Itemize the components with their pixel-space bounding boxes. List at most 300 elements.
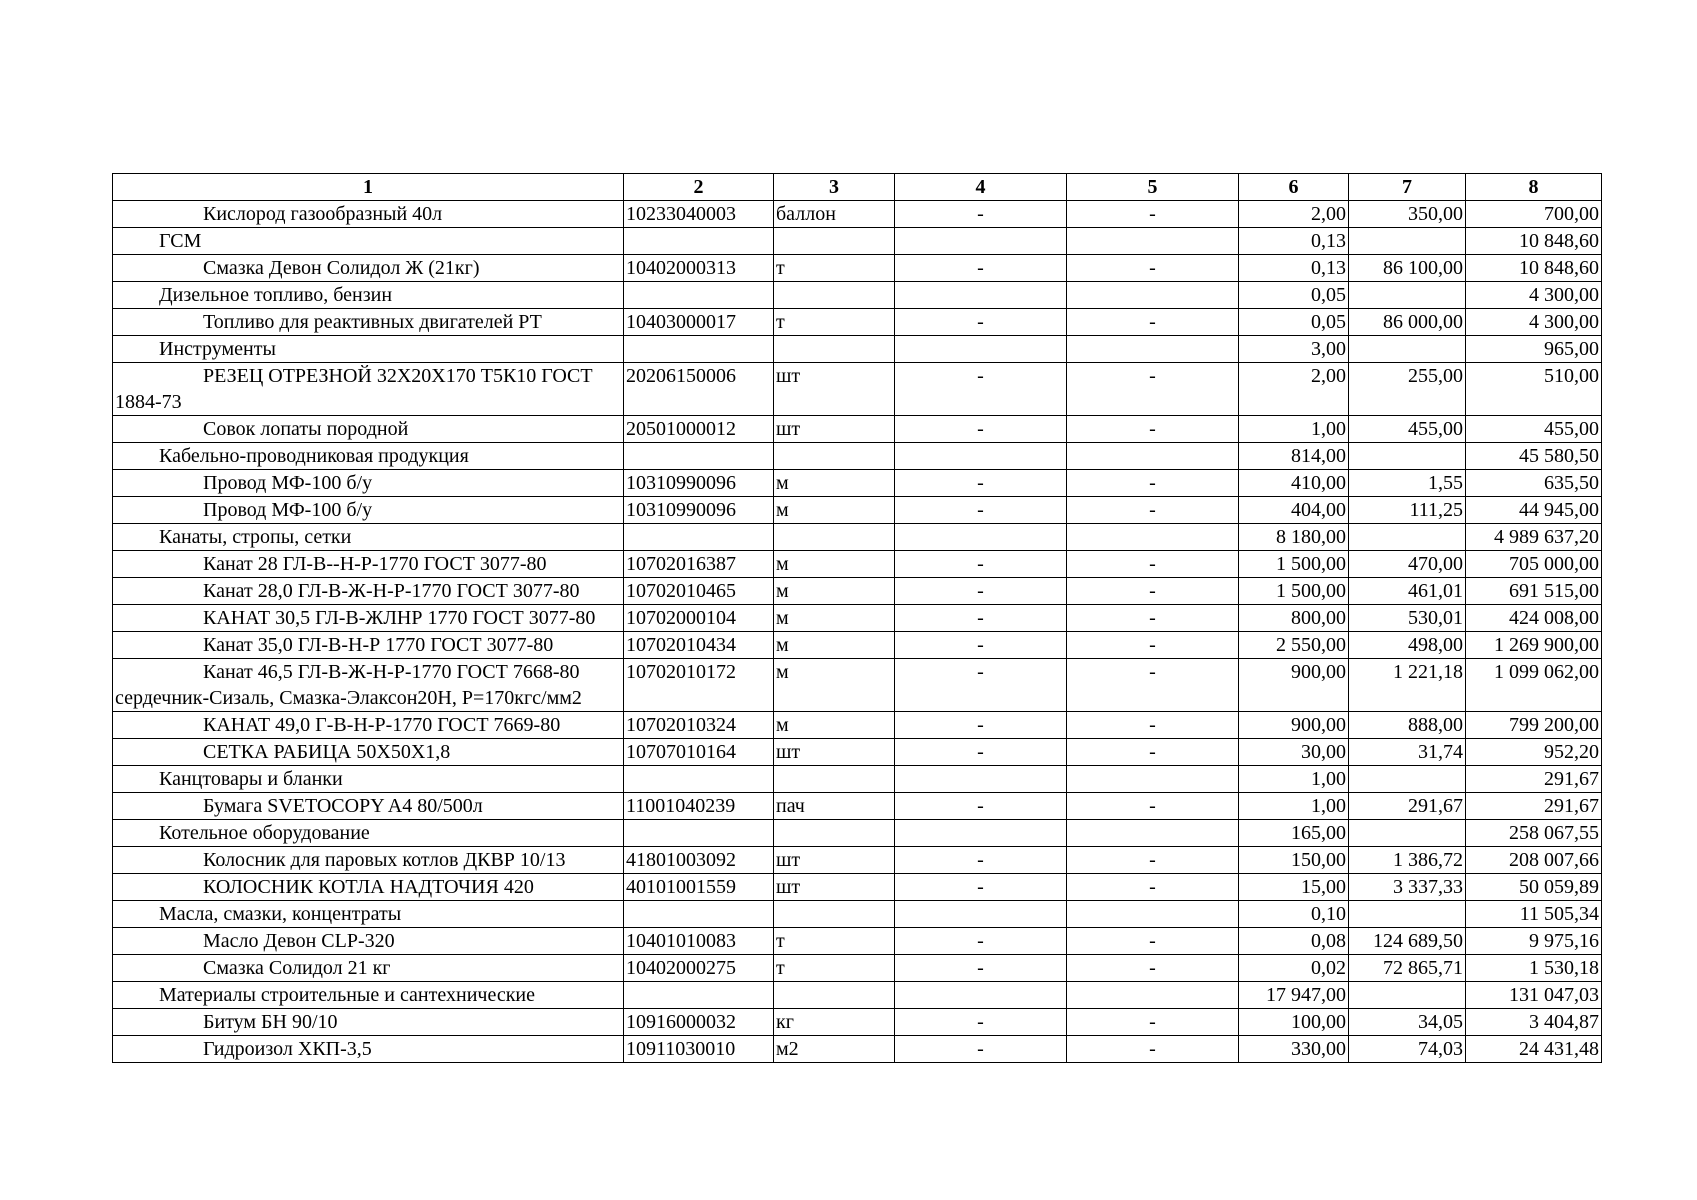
- unit-cell: м: [774, 712, 895, 739]
- price-cell: [1349, 228, 1466, 255]
- col4-cell: [895, 524, 1067, 551]
- qty-cell: 1,00: [1239, 793, 1349, 820]
- item-name: Кислород газообразный 40л: [203, 203, 443, 225]
- table-row: [113, 739, 1602, 766]
- col4-cell: [895, 901, 1067, 928]
- sum-cell: 3 404,87: [1466, 1009, 1602, 1036]
- col5-cell: -: [1067, 416, 1239, 443]
- code-cell: [624, 336, 774, 363]
- qty-cell: 900,00: [1239, 659, 1349, 712]
- item-name: КАНАТ 30,5 ГЛ-В-ЖЛНР 1770 ГОСТ 3077-80: [203, 607, 596, 629]
- col5-cell: -: [1067, 928, 1239, 955]
- table-row: [113, 309, 1602, 336]
- col4-cell: -: [895, 497, 1067, 524]
- price-cell: 74,03: [1349, 1036, 1466, 1063]
- qty-cell: 17 947,00: [1239, 982, 1349, 1009]
- item-name-cell: [113, 228, 624, 255]
- table-row: [113, 578, 1602, 605]
- col5-cell: -: [1067, 793, 1239, 820]
- item-name-cell: [113, 847, 624, 874]
- item-name-cell: [113, 551, 624, 578]
- item-name-cell: [113, 497, 624, 524]
- col4-cell: -: [895, 659, 1067, 712]
- price-cell: 498,00: [1349, 632, 1466, 659]
- sum-cell: 965,00: [1466, 336, 1602, 363]
- col4-cell: -: [895, 793, 1067, 820]
- unit-cell: [774, 443, 895, 470]
- col5-cell: [1067, 901, 1239, 928]
- col5-cell: -: [1067, 255, 1239, 282]
- col4-cell: -: [895, 1009, 1067, 1036]
- table-row: [113, 847, 1602, 874]
- unit-cell: [774, 982, 895, 1009]
- col4-cell: -: [895, 255, 1067, 282]
- price-cell: 72 865,71: [1349, 955, 1466, 982]
- price-cell: [1349, 982, 1466, 1009]
- sum-cell: 635,50: [1466, 470, 1602, 497]
- code-cell: 20206150006: [624, 363, 774, 416]
- price-cell: 470,00: [1349, 551, 1466, 578]
- code-cell: 10702000104: [624, 605, 774, 632]
- code-cell: [624, 443, 774, 470]
- qty-cell: 1,00: [1239, 766, 1349, 793]
- sum-cell: 291,67: [1466, 793, 1602, 820]
- sum-cell: 705 000,00: [1466, 551, 1602, 578]
- item-name: Провод МФ-100 б/у: [203, 499, 373, 521]
- col4-cell: -: [895, 955, 1067, 982]
- price-cell: 461,01: [1349, 578, 1466, 605]
- price-cell: 86 100,00: [1349, 255, 1466, 282]
- table-row: [113, 793, 1602, 820]
- code-cell: [624, 820, 774, 847]
- item-name: Колосник для паровых котлов ДКВР 10/13: [203, 849, 566, 871]
- unit-cell: шт: [774, 416, 895, 443]
- unit-cell: пач: [774, 793, 895, 820]
- item-name-cell: [113, 874, 624, 901]
- qty-cell: 330,00: [1239, 1036, 1349, 1063]
- table-row: [113, 1036, 1602, 1063]
- code-cell: 10702010172: [624, 659, 774, 712]
- col4-cell: -: [895, 928, 1067, 955]
- table-row: [113, 928, 1602, 955]
- table-row: [113, 497, 1602, 524]
- col4-cell: [895, 228, 1067, 255]
- qty-cell: 0,13: [1239, 228, 1349, 255]
- qty-cell: 0,08: [1239, 928, 1349, 955]
- item-name-cell: [113, 659, 624, 712]
- price-cell: 31,74: [1349, 739, 1466, 766]
- qty-cell: 2,00: [1239, 201, 1349, 228]
- col5-cell: [1067, 820, 1239, 847]
- col5-cell: -: [1067, 847, 1239, 874]
- code-cell: 10310990096: [624, 497, 774, 524]
- table-row: [113, 201, 1602, 228]
- materials-table: [112, 173, 1602, 1063]
- unit-cell: [774, 901, 895, 928]
- sum-cell: 50 059,89: [1466, 874, 1602, 901]
- col5-cell: -: [1067, 739, 1239, 766]
- group-name: Масла, смазки, концентраты: [159, 903, 402, 925]
- unit-cell: м: [774, 470, 895, 497]
- col4-cell: -: [895, 1036, 1067, 1063]
- price-cell: [1349, 901, 1466, 928]
- sum-cell: 700,00: [1466, 201, 1602, 228]
- item-name-cell: [113, 982, 624, 1009]
- code-cell: 20501000012: [624, 416, 774, 443]
- price-cell: 530,01: [1349, 605, 1466, 632]
- col4-cell: [895, 336, 1067, 363]
- item-name: Провод МФ-100 б/у: [203, 472, 373, 494]
- unit-cell: т: [774, 255, 895, 282]
- unit-cell: м: [774, 551, 895, 578]
- unit-cell: м: [774, 578, 895, 605]
- unit-cell: [774, 524, 895, 551]
- sum-cell: 4 989 637,20: [1466, 524, 1602, 551]
- item-name-cell: [113, 632, 624, 659]
- col5-cell: [1067, 228, 1239, 255]
- item-name: Смазка Солидол 21 кг: [203, 957, 391, 979]
- col4-cell: -: [895, 578, 1067, 605]
- unit-cell: [774, 282, 895, 309]
- code-cell: 10402000275: [624, 955, 774, 982]
- header-row: [113, 174, 1602, 201]
- item-name: Гидроизол ХКП-3,5: [203, 1038, 372, 1060]
- item-name: Канат 35,0 ГЛ-В-Н-Р 1770 ГОСТ 3077-80: [203, 634, 554, 656]
- qty-cell: 404,00: [1239, 497, 1349, 524]
- col5-cell: -: [1067, 470, 1239, 497]
- col4-cell: -: [895, 470, 1067, 497]
- item-name-cell: [113, 336, 624, 363]
- col5-cell: [1067, 982, 1239, 1009]
- item-name-cell: [113, 470, 624, 497]
- item-name: Канат 46,5 ГЛ-В-Ж-Н-Р-1770 ГОСТ 7668-80 сердечник-Сизаль, Смазка-Элаксон20Н, Р=170кгс/мм2: [115, 661, 582, 709]
- qty-cell: 814,00: [1239, 443, 1349, 470]
- group-row: [113, 443, 1602, 470]
- code-cell: 10402000313: [624, 255, 774, 282]
- col-header-1: 1: [113, 174, 624, 201]
- qty-cell: 100,00: [1239, 1009, 1349, 1036]
- item-name-cell: [113, 766, 624, 793]
- price-cell: 455,00: [1349, 416, 1466, 443]
- group-row: [113, 524, 1602, 551]
- col5-cell: -: [1067, 605, 1239, 632]
- col5-cell: -: [1067, 551, 1239, 578]
- qty-cell: 1,00: [1239, 416, 1349, 443]
- col4-cell: -: [895, 416, 1067, 443]
- qty-cell: 0,02: [1239, 955, 1349, 982]
- table-row: [113, 551, 1602, 578]
- sum-cell: 11 505,34: [1466, 901, 1602, 928]
- qty-cell: 800,00: [1239, 605, 1349, 632]
- code-cell: 10702010465: [624, 578, 774, 605]
- table-row: [113, 955, 1602, 982]
- item-name-cell: [113, 928, 624, 955]
- code-cell: [624, 282, 774, 309]
- item-name: Канат 28 ГЛ-В--Н-Р-1770 ГОСТ 3077-80: [203, 553, 547, 575]
- code-cell: 10911030010: [624, 1036, 774, 1063]
- table-row: [113, 255, 1602, 282]
- price-cell: [1349, 282, 1466, 309]
- group-row: [113, 766, 1602, 793]
- sum-cell: 1 269 900,00: [1466, 632, 1602, 659]
- code-cell: 40101001559: [624, 874, 774, 901]
- unit-cell: м: [774, 632, 895, 659]
- item-name-cell: [113, 955, 624, 982]
- qty-cell: 900,00: [1239, 712, 1349, 739]
- qty-cell: 30,00: [1239, 739, 1349, 766]
- col5-cell: [1067, 766, 1239, 793]
- col5-cell: -: [1067, 632, 1239, 659]
- code-cell: 10702010324: [624, 712, 774, 739]
- qty-cell: 15,00: [1239, 874, 1349, 901]
- col5-cell: -: [1067, 309, 1239, 336]
- group-name: Котельное оборудование: [159, 822, 370, 844]
- sum-cell: 4 300,00: [1466, 282, 1602, 309]
- col4-cell: -: [895, 363, 1067, 416]
- table-row: [113, 416, 1602, 443]
- item-name: Смазка Девон Солидол Ж (21кг): [203, 257, 480, 279]
- qty-cell: 0,10: [1239, 901, 1349, 928]
- group-row: [113, 336, 1602, 363]
- table-row: [113, 1009, 1602, 1036]
- item-name-cell: [113, 820, 624, 847]
- unit-cell: баллон: [774, 201, 895, 228]
- col5-cell: -: [1067, 955, 1239, 982]
- item-name-cell: [113, 739, 624, 766]
- col4-cell: -: [895, 847, 1067, 874]
- item-name-cell: [113, 712, 624, 739]
- item-name-cell: [113, 443, 624, 470]
- sum-cell: 45 580,50: [1466, 443, 1602, 470]
- code-cell: 10707010164: [624, 739, 774, 766]
- item-name: Канат 28,0 ГЛ-В-Ж-Н-Р-1770 ГОСТ 3077-80: [203, 580, 580, 602]
- qty-cell: 0,05: [1239, 282, 1349, 309]
- group-row: [113, 982, 1602, 1009]
- qty-cell: 0,13: [1239, 255, 1349, 282]
- unit-cell: т: [774, 309, 895, 336]
- qty-cell: 8 180,00: [1239, 524, 1349, 551]
- price-cell: 1 221,18: [1349, 659, 1466, 712]
- qty-cell: 0,05: [1239, 309, 1349, 336]
- col5-cell: -: [1067, 578, 1239, 605]
- group-row: [113, 901, 1602, 928]
- col5-cell: -: [1067, 659, 1239, 712]
- table-row: [113, 632, 1602, 659]
- item-name: СЕТКА РАБИЦА 50Х50Х1,8: [203, 741, 451, 763]
- item-name-cell: [113, 901, 624, 928]
- price-cell: [1349, 820, 1466, 847]
- item-name-cell: [113, 309, 624, 336]
- unit-cell: [774, 228, 895, 255]
- code-cell: [624, 901, 774, 928]
- unit-cell: кг: [774, 1009, 895, 1036]
- sum-cell: 424 008,00: [1466, 605, 1602, 632]
- table-row: [113, 605, 1602, 632]
- sum-cell: 44 945,00: [1466, 497, 1602, 524]
- table-row: [113, 659, 1602, 712]
- item-name-cell: [113, 416, 624, 443]
- price-cell: 34,05: [1349, 1009, 1466, 1036]
- price-cell: [1349, 766, 1466, 793]
- col4-cell: [895, 766, 1067, 793]
- code-cell: [624, 982, 774, 1009]
- qty-cell: 2,00: [1239, 363, 1349, 416]
- code-cell: [624, 524, 774, 551]
- col4-cell: -: [895, 551, 1067, 578]
- table-row: [113, 874, 1602, 901]
- col5-cell: -: [1067, 1036, 1239, 1063]
- code-cell: [624, 766, 774, 793]
- col-header-7: 7: [1349, 174, 1466, 201]
- item-name: Совок лопаты породной: [203, 418, 409, 440]
- price-cell: 1 386,72: [1349, 847, 1466, 874]
- col5-cell: -: [1067, 497, 1239, 524]
- sum-cell: 1 530,18: [1466, 955, 1602, 982]
- item-name-cell: [113, 201, 624, 228]
- group-name: Материалы строительные и сантехнические: [159, 984, 536, 1006]
- item-name: Бумага SVETOCOPY A4 80/500л: [203, 795, 483, 817]
- item-name-cell: [113, 605, 624, 632]
- sum-cell: 1 099 062,00: [1466, 659, 1602, 712]
- price-cell: [1349, 336, 1466, 363]
- unit-cell: [774, 336, 895, 363]
- qty-cell: 150,00: [1239, 847, 1349, 874]
- group-row: [113, 228, 1602, 255]
- sum-cell: 952,20: [1466, 739, 1602, 766]
- col4-cell: -: [895, 632, 1067, 659]
- col-header-6: 6: [1239, 174, 1349, 201]
- col4-cell: [895, 282, 1067, 309]
- col5-cell: [1067, 336, 1239, 363]
- col4-cell: -: [895, 739, 1067, 766]
- price-cell: 124 689,50: [1349, 928, 1466, 955]
- code-cell: 41801003092: [624, 847, 774, 874]
- col4-cell: -: [895, 874, 1067, 901]
- col5-cell: -: [1067, 201, 1239, 228]
- item-name: Топливо для реактивных двигателей РТ: [203, 311, 542, 333]
- group-row: [113, 282, 1602, 309]
- price-cell: 255,00: [1349, 363, 1466, 416]
- col4-cell: [895, 820, 1067, 847]
- price-cell: 291,67: [1349, 793, 1466, 820]
- col5-cell: [1067, 282, 1239, 309]
- col4-cell: [895, 443, 1067, 470]
- qty-cell: 3,00: [1239, 336, 1349, 363]
- item-name-cell: [113, 255, 624, 282]
- code-cell: 10403000017: [624, 309, 774, 336]
- sum-cell: 10 848,60: [1466, 228, 1602, 255]
- unit-cell: т: [774, 955, 895, 982]
- price-cell: 350,00: [1349, 201, 1466, 228]
- table-row: [113, 470, 1602, 497]
- group-name: Дизельное топливо, бензин: [159, 284, 393, 306]
- item-name-cell: [113, 793, 624, 820]
- unit-cell: [774, 766, 895, 793]
- group-row: [113, 820, 1602, 847]
- qty-cell: 410,00: [1239, 470, 1349, 497]
- col5-cell: -: [1067, 1009, 1239, 1036]
- col5-cell: -: [1067, 712, 1239, 739]
- unit-cell: [774, 820, 895, 847]
- unit-cell: шт: [774, 363, 895, 416]
- price-cell: 1,55: [1349, 470, 1466, 497]
- sum-cell: 691 515,00: [1466, 578, 1602, 605]
- qty-cell: 165,00: [1239, 820, 1349, 847]
- col-header-4: 4: [895, 174, 1067, 201]
- sum-cell: 455,00: [1466, 416, 1602, 443]
- price-cell: 888,00: [1349, 712, 1466, 739]
- col-header-5: 5: [1067, 174, 1239, 201]
- col5-cell: [1067, 524, 1239, 551]
- table-body: [113, 201, 1602, 1063]
- sum-cell: 24 431,48: [1466, 1036, 1602, 1063]
- col5-cell: -: [1067, 874, 1239, 901]
- group-name: Канаты, стропы, сетки: [159, 526, 352, 548]
- group-name: Инструменты: [159, 338, 276, 360]
- price-cell: 86 000,00: [1349, 309, 1466, 336]
- col5-cell: [1067, 443, 1239, 470]
- unit-cell: шт: [774, 847, 895, 874]
- sum-cell: 10 848,60: [1466, 255, 1602, 282]
- sum-cell: 510,00: [1466, 363, 1602, 416]
- qty-cell: 2 550,00: [1239, 632, 1349, 659]
- code-cell: 11001040239: [624, 793, 774, 820]
- code-cell: 10702010434: [624, 632, 774, 659]
- qty-cell: 1 500,00: [1239, 578, 1349, 605]
- code-cell: [624, 228, 774, 255]
- item-name-cell: [113, 1009, 624, 1036]
- item-name-cell: [113, 524, 624, 551]
- table-row: [113, 712, 1602, 739]
- col-header-8: 8: [1466, 174, 1602, 201]
- code-cell: 10233040003: [624, 201, 774, 228]
- code-cell: 10401010083: [624, 928, 774, 955]
- sum-cell: 4 300,00: [1466, 309, 1602, 336]
- item-name: Битум БН 90/10: [203, 1011, 338, 1033]
- item-name-cell: [113, 282, 624, 309]
- qty-cell: 1 500,00: [1239, 551, 1349, 578]
- unit-cell: м: [774, 605, 895, 632]
- col4-cell: -: [895, 309, 1067, 336]
- sum-cell: 291,67: [1466, 766, 1602, 793]
- group-name: Кабельно-проводниковая продукция: [159, 445, 469, 467]
- col4-cell: -: [895, 605, 1067, 632]
- unit-cell: м: [774, 659, 895, 712]
- code-cell: 10702016387: [624, 551, 774, 578]
- price-cell: [1349, 524, 1466, 551]
- group-name: ГСМ: [159, 230, 202, 252]
- unit-cell: м: [774, 497, 895, 524]
- unit-cell: т: [774, 928, 895, 955]
- unit-cell: шт: [774, 739, 895, 766]
- item-name-cell: [113, 1036, 624, 1063]
- table-row: [113, 363, 1602, 416]
- group-name: Канцтовары и бланки: [159, 768, 343, 790]
- item-name: КАНАТ 49,0 Г-В-Н-Р-1770 ГОСТ 7669-80: [203, 714, 561, 736]
- unit-cell: шт: [774, 874, 895, 901]
- col4-cell: [895, 982, 1067, 1009]
- sum-cell: 9 975,16: [1466, 928, 1602, 955]
- item-name-cell: [113, 578, 624, 605]
- price-cell: [1349, 443, 1466, 470]
- item-name: РЕЗЕЦ ОТРЕЗНОЙ 32Х20Х170 Т5К10 ГОСТ 1884-73: [115, 365, 593, 413]
- price-cell: 111,25: [1349, 497, 1466, 524]
- col4-cell: -: [895, 201, 1067, 228]
- col-header-3: 3: [774, 174, 895, 201]
- code-cell: 10916000032: [624, 1009, 774, 1036]
- code-cell: 10310990096: [624, 470, 774, 497]
- col-header-2: 2: [624, 174, 774, 201]
